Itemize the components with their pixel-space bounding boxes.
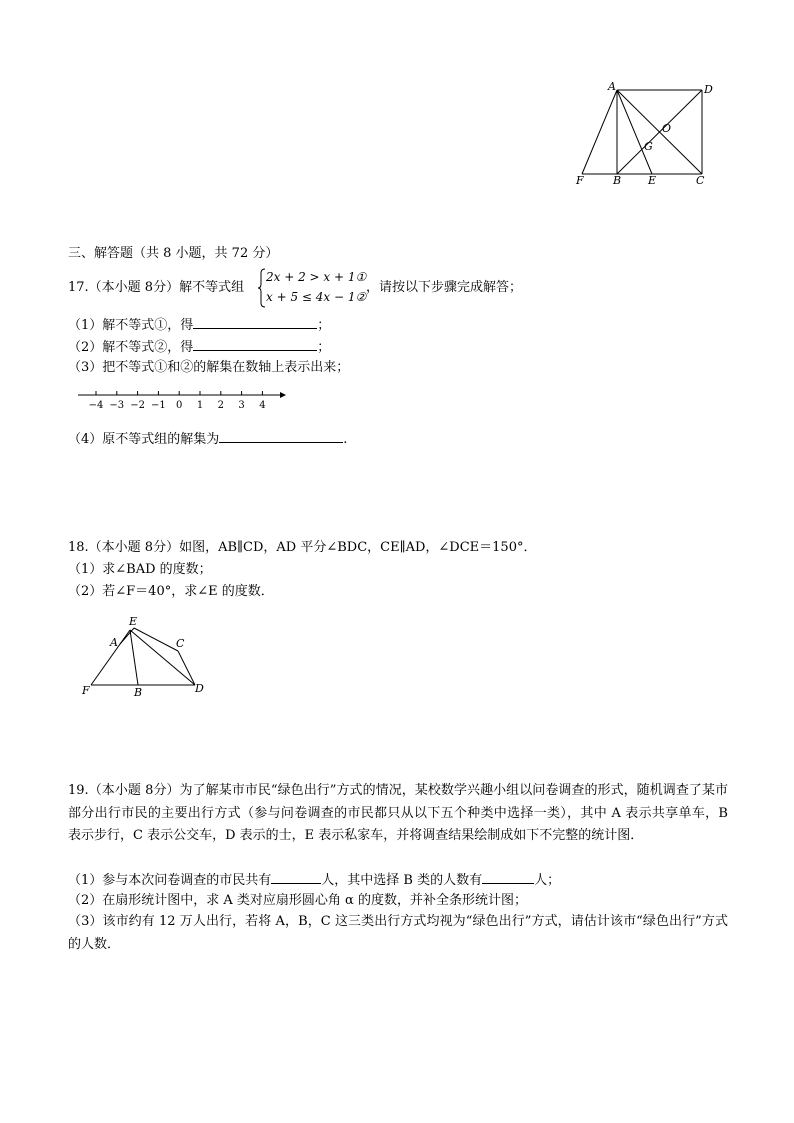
q19-part2: （2）在扇形统计图中，求 A 类对应扇形圆心角 α 的度数，并补全条形统计图； (68, 893, 527, 908)
label-O: O (662, 122, 672, 135)
q17-step4-end: . (343, 432, 348, 447)
q18-stem: 18.（本小题 8分）如图，AB∥CD，AD 平分∠BDC，CE∥AD，∠DCE＝150°． (68, 540, 537, 555)
number-line-tick-label: 4 (259, 400, 266, 411)
q18-part1: （1）求∠BAD 的度数； (68, 562, 212, 577)
number-line (74, 388, 288, 414)
label-E: E (129, 615, 138, 628)
label-C: C (176, 637, 185, 650)
q19-stem: 19.（本小题 8分）为了解某市市民“绿色出行”方式的情况，某校数学兴趣小组以问卷调查的形式，随机调查了某市部分出行市民的主要出行方式（参与问卷调查的市民都只从以下五个种类中选择一类），其中 A 表示共享单车，B 表示步行，C 表示公交车，D 表示的士，E 表示私家车，并将调查结果绘制成如下不完整的统计图． (68, 783, 728, 843)
q17-step1 (68, 314, 330, 336)
q19-part1-blank1[interactable] (271, 869, 321, 884)
q18-part2: （2）若∠F＝40°，求∠E 的度数． (68, 584, 274, 599)
q17-ineq2: x + 5 ≤ 4x − 1② (266, 290, 367, 304)
q17-step1-end: ； (317, 318, 331, 333)
q17-inequality-system (258, 268, 368, 308)
label-A: A (608, 80, 616, 93)
q17-step2 (68, 336, 330, 358)
number-line-tick-label: −1 (151, 400, 166, 411)
brace-icon (258, 268, 266, 308)
arrow-right-icon (280, 392, 286, 398)
number-line-tick-label: 2 (217, 400, 224, 411)
q17-prefix: 17.（本小题 8分）解不等式组 (68, 280, 245, 295)
number-line-tick-label: −4 (88, 400, 104, 411)
q17-step4-blank[interactable] (219, 428, 343, 443)
label-B: B (134, 686, 143, 699)
label-F: F (576, 174, 584, 187)
label-D: D (195, 682, 204, 695)
q17-step4-text: （4）原不等式组的解集为 (68, 432, 220, 447)
q17-suffix: ，请按以下步骤完成解答； (366, 280, 523, 295)
q17-step4 (68, 428, 347, 450)
trapezoid-geometry-figure (78, 612, 218, 702)
square-geometry-figure (570, 76, 720, 188)
number-line-tick-label: −2 (130, 400, 145, 411)
q19-part1-b: 人，其中选择 B 类的人数有 (321, 873, 483, 888)
q17-step1-text: （1）解不等式①，得 (68, 318, 194, 333)
number-line-tick-label: 1 (196, 400, 204, 411)
q17-step1-blank[interactable] (193, 314, 317, 329)
label-F: F (82, 684, 90, 697)
label-D: D (704, 83, 713, 96)
q19-part1 (68, 869, 560, 891)
number-line-tick-label: −3 (109, 400, 125, 411)
q17-step2-end: ； (317, 340, 331, 355)
q19-part3: （3）该市约有 12 万人出行，若将 A，B，C 这三类出行方式均视为“绿色出行”方式，请估计该市“绿色出行”方式的人数． (68, 914, 728, 952)
q17-step2-text: （2）解不等式②，得 (68, 340, 194, 355)
label-E: E (648, 174, 657, 187)
label-C: C (696, 174, 705, 187)
q17-ineq1: 2x + 2 > x + 1① (266, 270, 367, 284)
q17-step2-blank[interactable] (193, 336, 317, 351)
number-line-tick-label: 3 (238, 400, 245, 411)
label-B: B (613, 174, 622, 187)
q17-step3: （3）把不等式①和②的解集在数轴上表示出来； (68, 360, 350, 375)
label-A: A (110, 636, 118, 649)
label-G: G (644, 140, 653, 153)
q19-part1-c: 人； (534, 873, 561, 888)
q19-part1-blank2[interactable] (482, 869, 534, 884)
number-line-tick-label: 0 (176, 400, 183, 411)
section3-heading: 三、解答题（共 8 小题，共 72 分） (68, 246, 279, 261)
q19-part1-a: （1）参与本次问卷调查的市民共有 (68, 873, 272, 888)
